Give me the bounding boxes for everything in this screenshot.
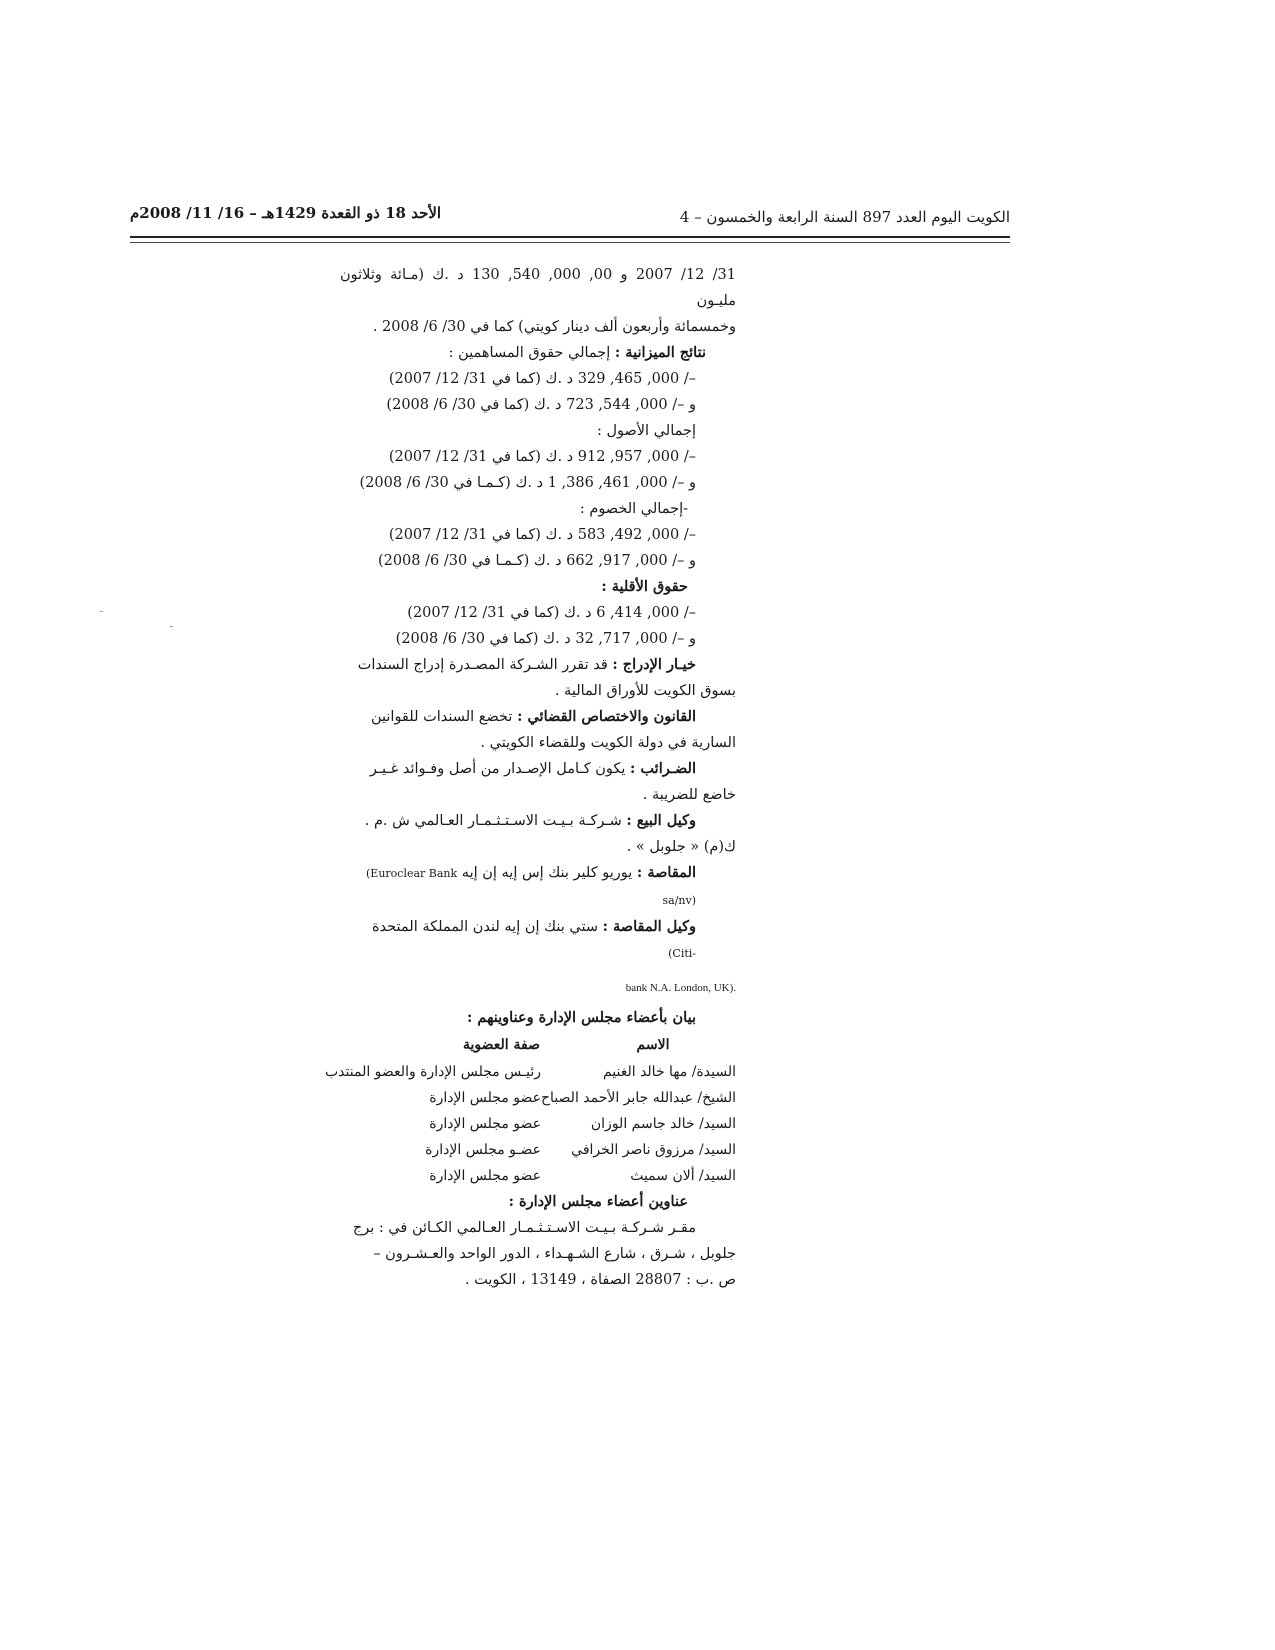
- address-line: ص .ب : 28807 الصفاة ، 13149 ، الكويت .: [464, 1272, 736, 1288]
- header-rule-thin: [130, 242, 1010, 243]
- clearing-agent-latin-cont: bank N.A. London, UK).: [625, 982, 736, 994]
- minority-value-2: و –/ 000, 717, 32 د .ك (كما في 30/ 6/ 2008): [395, 631, 696, 647]
- member-name: الشيخ/ عبدالله جابر الأحمد الصباح: [541, 1090, 736, 1106]
- clearing-latin: (Euroclear Bank sa/nv): [366, 867, 696, 907]
- liabilities-value-2: و –/ 000, 917, 662 د .ك (كـمـا في 30/ 6/ 2008): [377, 553, 696, 569]
- equity-value-1: –/ 000, 465, 329 د .ك (كما في 31/ 12/ 2007): [388, 371, 696, 387]
- assets-label: إجمالي الأصول :: [596, 423, 696, 439]
- gazette-issue-info: الكويت اليوم العدد 897 السنة الرابعة والخمسون – 4: [679, 208, 1010, 226]
- listing-text: قد تقرر الشـركة المصـدرة إدراج السندات: [357, 657, 608, 673]
- clearing-text: يوريو كلير بنك إس إيه إن إيه: [461, 865, 633, 881]
- intro-line: 31/ 12/ 2007 و 00, 000, 540, 130 د .ك (مـائة وثلاثون مليـون: [340, 267, 736, 309]
- assets-value-2: و –/ 000, 461, 386, 1 د .ك (كـمـا في 30/ 6/ 2008): [359, 475, 696, 491]
- member-role: عضو مجلس الإدارة: [429, 1168, 542, 1184]
- member-role: عضو مجلس الإدارة: [429, 1090, 542, 1106]
- scan-speck: [170, 626, 173, 627]
- law-text: تخضع السندات للقوانين: [370, 709, 513, 725]
- law-label: القانون والاختصاص القضائي :: [517, 708, 696, 725]
- tax-label: الضـرائب :: [630, 760, 696, 777]
- clearing-agent-latin: (Citi-: [668, 947, 696, 960]
- tax-text: يكون كـامل الإصـدار من أصل وفـوائد غـيـر: [369, 761, 626, 777]
- table-row: [325, 1111, 736, 1137]
- table-row: [325, 1059, 736, 1085]
- board-members-table: [325, 1031, 736, 1189]
- tax-text-cont: خاضع للضريبة .: [642, 787, 736, 803]
- clearing-agent-label: وكيل المقاصة :: [602, 918, 696, 935]
- equity-value-2: و –/ 000, 544, 723 د .ك (كما في 30/ 6/ 2008): [386, 397, 696, 413]
- agent-paragraph: [340, 808, 736, 834]
- table-row: [325, 1085, 736, 1111]
- table-header-row: [325, 1031, 736, 1059]
- board-heading: بيان بأعضاء مجلس الإدارة وعناوينهم :: [467, 1009, 696, 1026]
- col-role-header: صفة العضوية: [462, 1037, 541, 1053]
- member-role: رئيـس مجلس الإدارة والعضو المنتدب: [325, 1064, 542, 1080]
- tax-paragraph: [340, 756, 736, 782]
- equity-label: إجمالي حقوق المساهمين :: [448, 345, 611, 361]
- address-heading: عناوين أعضاء مجلس الإدارة :: [508, 1193, 688, 1210]
- listing-paragraph: [340, 652, 736, 678]
- intro-line: وخمسمائة وأربعون ألف دينار كويتي) كما في 30/ 6/ 2008 .: [372, 319, 736, 335]
- agent-label: وكيل البيع :: [626, 812, 696, 829]
- liabilities-value-1: –/ 000, 492, 583 د .ك (كما في 31/ 12/ 2007): [388, 527, 696, 543]
- clearing-label: المقاصة :: [636, 864, 696, 881]
- clearing-agent-text: ستي بنك إن إيه لندن المملكة المتحدة: [371, 919, 598, 935]
- law-text-cont: السارية في دولة الكويت وللقضاء الكويتي .: [480, 735, 736, 751]
- results-heading: [340, 340, 736, 366]
- scan-speck: [100, 611, 103, 612]
- table-row: [325, 1137, 736, 1163]
- listing-text-cont: بسوق الكويت للأوراق المالية .: [554, 683, 736, 699]
- agent-text: شـركـة بـيـت الاسـتـثـمـار العـالمي ش .م .: [364, 813, 622, 829]
- article-column: [325, 262, 736, 1293]
- member-name: السيد/ خالد جاسم الوزان: [590, 1116, 736, 1132]
- results-label: نتائج الميزانية :: [614, 344, 706, 361]
- agent-text-cont: ك(م) « جلوبل » .: [626, 839, 736, 855]
- address-line: جلوبل ، شـرق ، شارع الشـهـداء ، الدور الواحد والعـشـرون –: [373, 1246, 736, 1262]
- member-name: السيدة/ مها خالد الغنيم: [602, 1064, 736, 1080]
- col-name-header: الاسم: [636, 1037, 670, 1053]
- listing-label: خيـار الإدراج :: [612, 656, 696, 673]
- minority-value-1: –/ 000, 414, 6 د .ك (كما في 31/ 12/ 2007): [407, 605, 696, 621]
- page-header: [130, 204, 1010, 234]
- address-line: مقـر شـركـة بـيـت الاسـتـثـمـار العـالمي الكـائن في : برج: [352, 1220, 696, 1236]
- clearing-agent-paragraph: [340, 914, 736, 967]
- member-name: السيد/ مرزوق ناصر الخرافي: [571, 1142, 736, 1158]
- member-role: عضو مجلس الإدارة: [429, 1116, 542, 1132]
- clearing-paragraph: [340, 860, 736, 914]
- assets-value-1: –/ 000, 957, 912 د .ك (كما في 31/ 12/ 2007): [388, 449, 696, 465]
- minority-label: حقوق الأقلية :: [601, 578, 688, 595]
- law-paragraph: [340, 704, 736, 730]
- issue-date: الأحد 18 ذو القعدة 1429هـ – 16/ 11/ 2008م: [130, 204, 442, 222]
- member-name: السيد/ ألان سميث: [630, 1168, 736, 1184]
- liabilities-label: -إجمالي الخصوم :: [579, 501, 688, 517]
- header-rule: [130, 236, 1010, 238]
- member-role: عضـو مجلس الإدارة: [425, 1142, 542, 1158]
- table-row: [325, 1163, 736, 1189]
